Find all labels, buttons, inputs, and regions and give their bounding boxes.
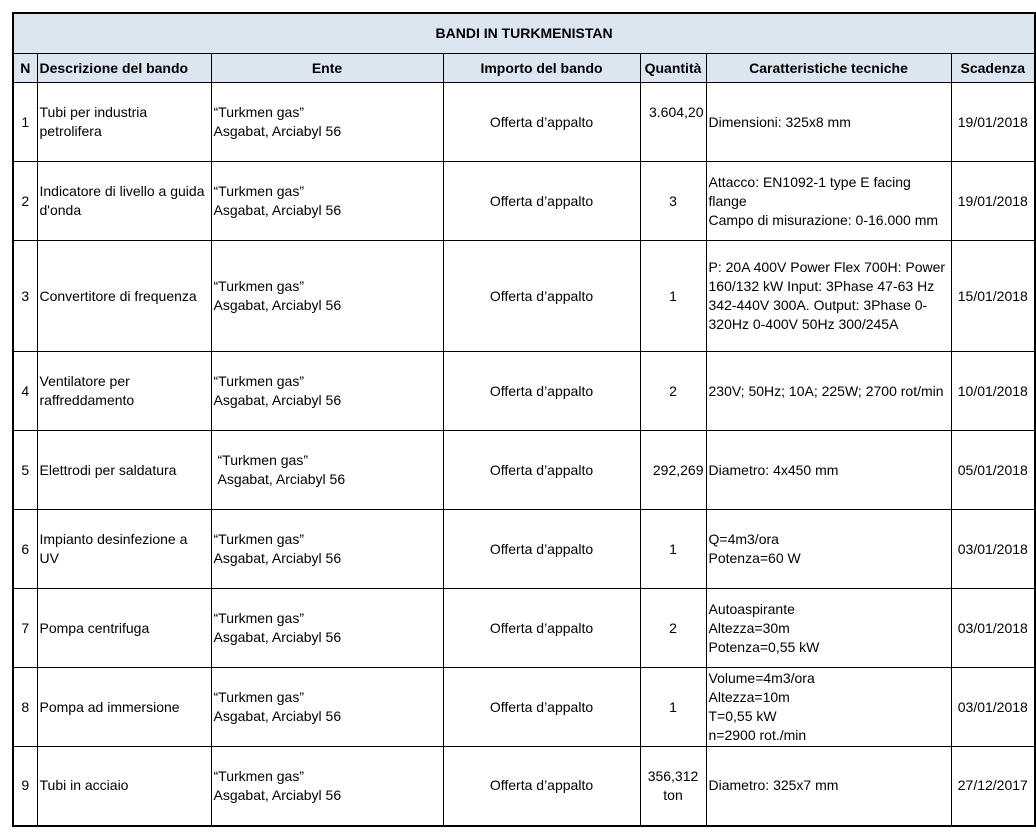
table-row <box>13 747 1035 826</box>
caratteristiche-line: Q=4m3/ora <box>708 531 779 547</box>
ente-line: “Turkmen gas” <box>213 104 305 120</box>
cell-caratteristiche <box>706 431 951 510</box>
cell-caratteristiche <box>706 162 951 241</box>
cell-caratteristiche <box>706 352 951 431</box>
cell-importo: Offerta d’appalto <box>443 589 640 668</box>
cell-ente <box>211 589 443 668</box>
ente-line: Asgabat, Arciabyl 56 <box>213 708 342 724</box>
caratteristiche-line: Potenza=0,55 kW <box>708 638 820 655</box>
cell-quantita: 3.604,20 <box>640 83 706 162</box>
ente-line: “Turkmen gas” <box>213 531 305 547</box>
ente-line: Asgabat, Arciabyl 56 <box>217 471 346 487</box>
table-row <box>13 162 1035 241</box>
cell-ente <box>211 352 443 431</box>
cell-scadenza: 05/01/2018 <box>951 431 1035 510</box>
cell-importo: Offerta d’appalto <box>443 162 640 241</box>
cell-scadenza: 27/12/2017 <box>951 747 1035 826</box>
cell-quantita: 356,312 ton <box>640 747 706 826</box>
cell-ente <box>211 431 443 510</box>
header-caratteristiche: Caratteristiche tecniche <box>706 54 951 83</box>
header-ente: Ente <box>211 54 443 83</box>
cell-scadenza: 19/01/2018 <box>951 162 1035 241</box>
caratteristiche-line: Potenza=60 W <box>708 550 801 566</box>
cell-n: 7 <box>13 589 37 668</box>
caratteristiche-line: Autoaspirante <box>708 600 795 617</box>
cell-caratteristiche <box>706 241 951 352</box>
cell-ente <box>211 668 443 747</box>
table-row <box>13 668 1035 747</box>
cell-n: 2 <box>13 162 37 241</box>
table-body <box>13 83 1035 826</box>
cell-descrizione: Tubi in acciaio <box>37 747 211 826</box>
ente-line: “Turkmen gas” <box>213 689 305 705</box>
cell-scadenza: 10/01/2018 <box>951 352 1035 431</box>
ente-line: “Turkmen gas” <box>213 183 305 199</box>
cell-descrizione: Impianto desinfezione a UV <box>37 510 211 589</box>
cell-n: 9 <box>13 747 37 826</box>
cell-n: 1 <box>13 83 37 162</box>
ente-line: “Turkmen gas” <box>213 610 305 626</box>
cell-quantita: 292,269 <box>640 431 706 510</box>
ente-line: Asgabat, Arciabyl 56 <box>213 202 342 218</box>
cell-quantita: 1 <box>640 510 706 589</box>
cell-n: 5 <box>13 431 37 510</box>
cell-n: 4 <box>13 352 37 431</box>
cell-scadenza: 03/01/2018 <box>951 668 1035 747</box>
cell-importo: Offerta d’appalto <box>443 352 640 431</box>
cell-descrizione: Pompa centrifuga <box>37 589 211 668</box>
table-row <box>13 352 1035 431</box>
header-descrizione: Descrizione del bando <box>37 54 211 83</box>
header-importo: Importo del bando <box>443 54 640 83</box>
cell-scadenza: 15/01/2018 <box>951 241 1035 352</box>
ente-line: “Turkmen gas” <box>217 452 309 468</box>
caratteristiche-line: Diametro: 4x450 mm <box>708 461 839 478</box>
table-row <box>13 510 1035 589</box>
caratteristiche-line: Dimensioni: 325x8 mm <box>708 113 851 130</box>
cell-ente <box>211 162 443 241</box>
cell-ente <box>211 83 443 162</box>
ente-line: “Turkmen gas” <box>213 767 305 784</box>
caratteristiche-line: Altezza=10m <box>708 689 790 705</box>
caratteristiche-line: P: 20A 400V Power Flex 700H: Power 160/132 kW Input: 3Phase 47-63 Hz 342-440V 300A. Output: 3Phase 0-320Hz 0-400V 50Hz 300/245A <box>708 259 946 332</box>
ente-line: Asgabat, Arciabyl 56 <box>213 629 342 645</box>
cell-quantita: 1 <box>640 241 706 352</box>
table-row <box>13 83 1035 162</box>
caratteristiche-line: Volume=4m3/ora <box>708 670 815 686</box>
caratteristiche-line: 230V; 50Hz; 10A; 225W; 2700 rot/min <box>708 382 944 399</box>
cell-quantita: 2 <box>640 352 706 431</box>
cell-caratteristiche <box>706 668 951 747</box>
header-scadenza: Scadenza <box>951 54 1035 83</box>
cell-caratteristiche <box>706 510 951 589</box>
table-row <box>13 241 1035 352</box>
cell-importo: Offerta d’appalto <box>443 668 640 747</box>
cell-descrizione: Pompa ad immersione <box>37 668 211 747</box>
cell-scadenza: 03/01/2018 <box>951 510 1035 589</box>
cell-descrizione: Tubi per industria petrolifera <box>37 83 211 162</box>
cell-descrizione: Elettrodi per saldatura <box>37 431 211 510</box>
cell-quantita: 3 <box>640 162 706 241</box>
cell-importo: Offerta d’appalto <box>443 510 640 589</box>
cell-importo: Offerta d’appalto <box>443 83 640 162</box>
ente-line: Asgabat, Arciabyl 56 <box>213 123 342 139</box>
cell-scadenza: 19/01/2018 <box>951 83 1035 162</box>
ente-line: Asgabat, Arciabyl 56 <box>213 297 342 313</box>
header-n: N <box>13 54 37 83</box>
cell-caratteristiche <box>706 589 951 668</box>
tenders-table <box>12 12 1036 827</box>
cell-importo: Offerta d’appalto <box>443 747 640 826</box>
cell-n: 3 <box>13 241 37 352</box>
cell-ente <box>211 747 443 826</box>
caratteristiche-line: Attacco: EN1092-1 type E facing flange <box>708 173 911 209</box>
cell-n: 8 <box>13 668 37 747</box>
caratteristiche-line: n=2900 rot./min <box>708 727 807 743</box>
ente-line: “Turkmen gas” <box>213 278 305 294</box>
cell-importo: Offerta d’appalto <box>443 241 640 352</box>
ente-line: “Turkmen gas” <box>213 373 305 389</box>
header-quantita: Quantità <box>640 54 706 83</box>
table-row <box>13 431 1035 510</box>
ente-line: Asgabat, Arciabyl 56 <box>213 392 342 408</box>
cell-ente <box>211 241 443 352</box>
caratteristiche-line: Campo di misurazione: 0-16.000 mm <box>708 211 939 228</box>
cell-scadenza: 03/01/2018 <box>951 589 1035 668</box>
cell-importo: Offerta d’appalto <box>443 431 640 510</box>
cell-quantita: 2 <box>640 589 706 668</box>
ente-line: Asgabat, Arciabyl 56 <box>213 550 342 566</box>
cell-n: 6 <box>13 510 37 589</box>
ente-line: Asgabat, Arciabyl 56 <box>213 786 342 803</box>
cell-quantita: 1 <box>640 668 706 747</box>
cell-descrizione: Indicatore di livello a guida d'onda <box>37 162 211 241</box>
caratteristiche-line: T=0,55 kW <box>708 708 777 724</box>
cell-descrizione: Ventilatore per raffreddamento <box>37 352 211 431</box>
cell-caratteristiche <box>706 747 951 826</box>
cell-ente <box>211 510 443 589</box>
cell-descrizione: Convertitore di frequenza <box>37 241 211 352</box>
table-title: BANDI IN TURKMENISTAN <box>13 13 1035 54</box>
cell-caratteristiche <box>706 83 951 162</box>
table-row <box>13 589 1035 668</box>
caratteristiche-line: Diametro: 325x7 mm <box>708 777 839 794</box>
caratteristiche-line: Altezza=30m <box>708 619 790 636</box>
